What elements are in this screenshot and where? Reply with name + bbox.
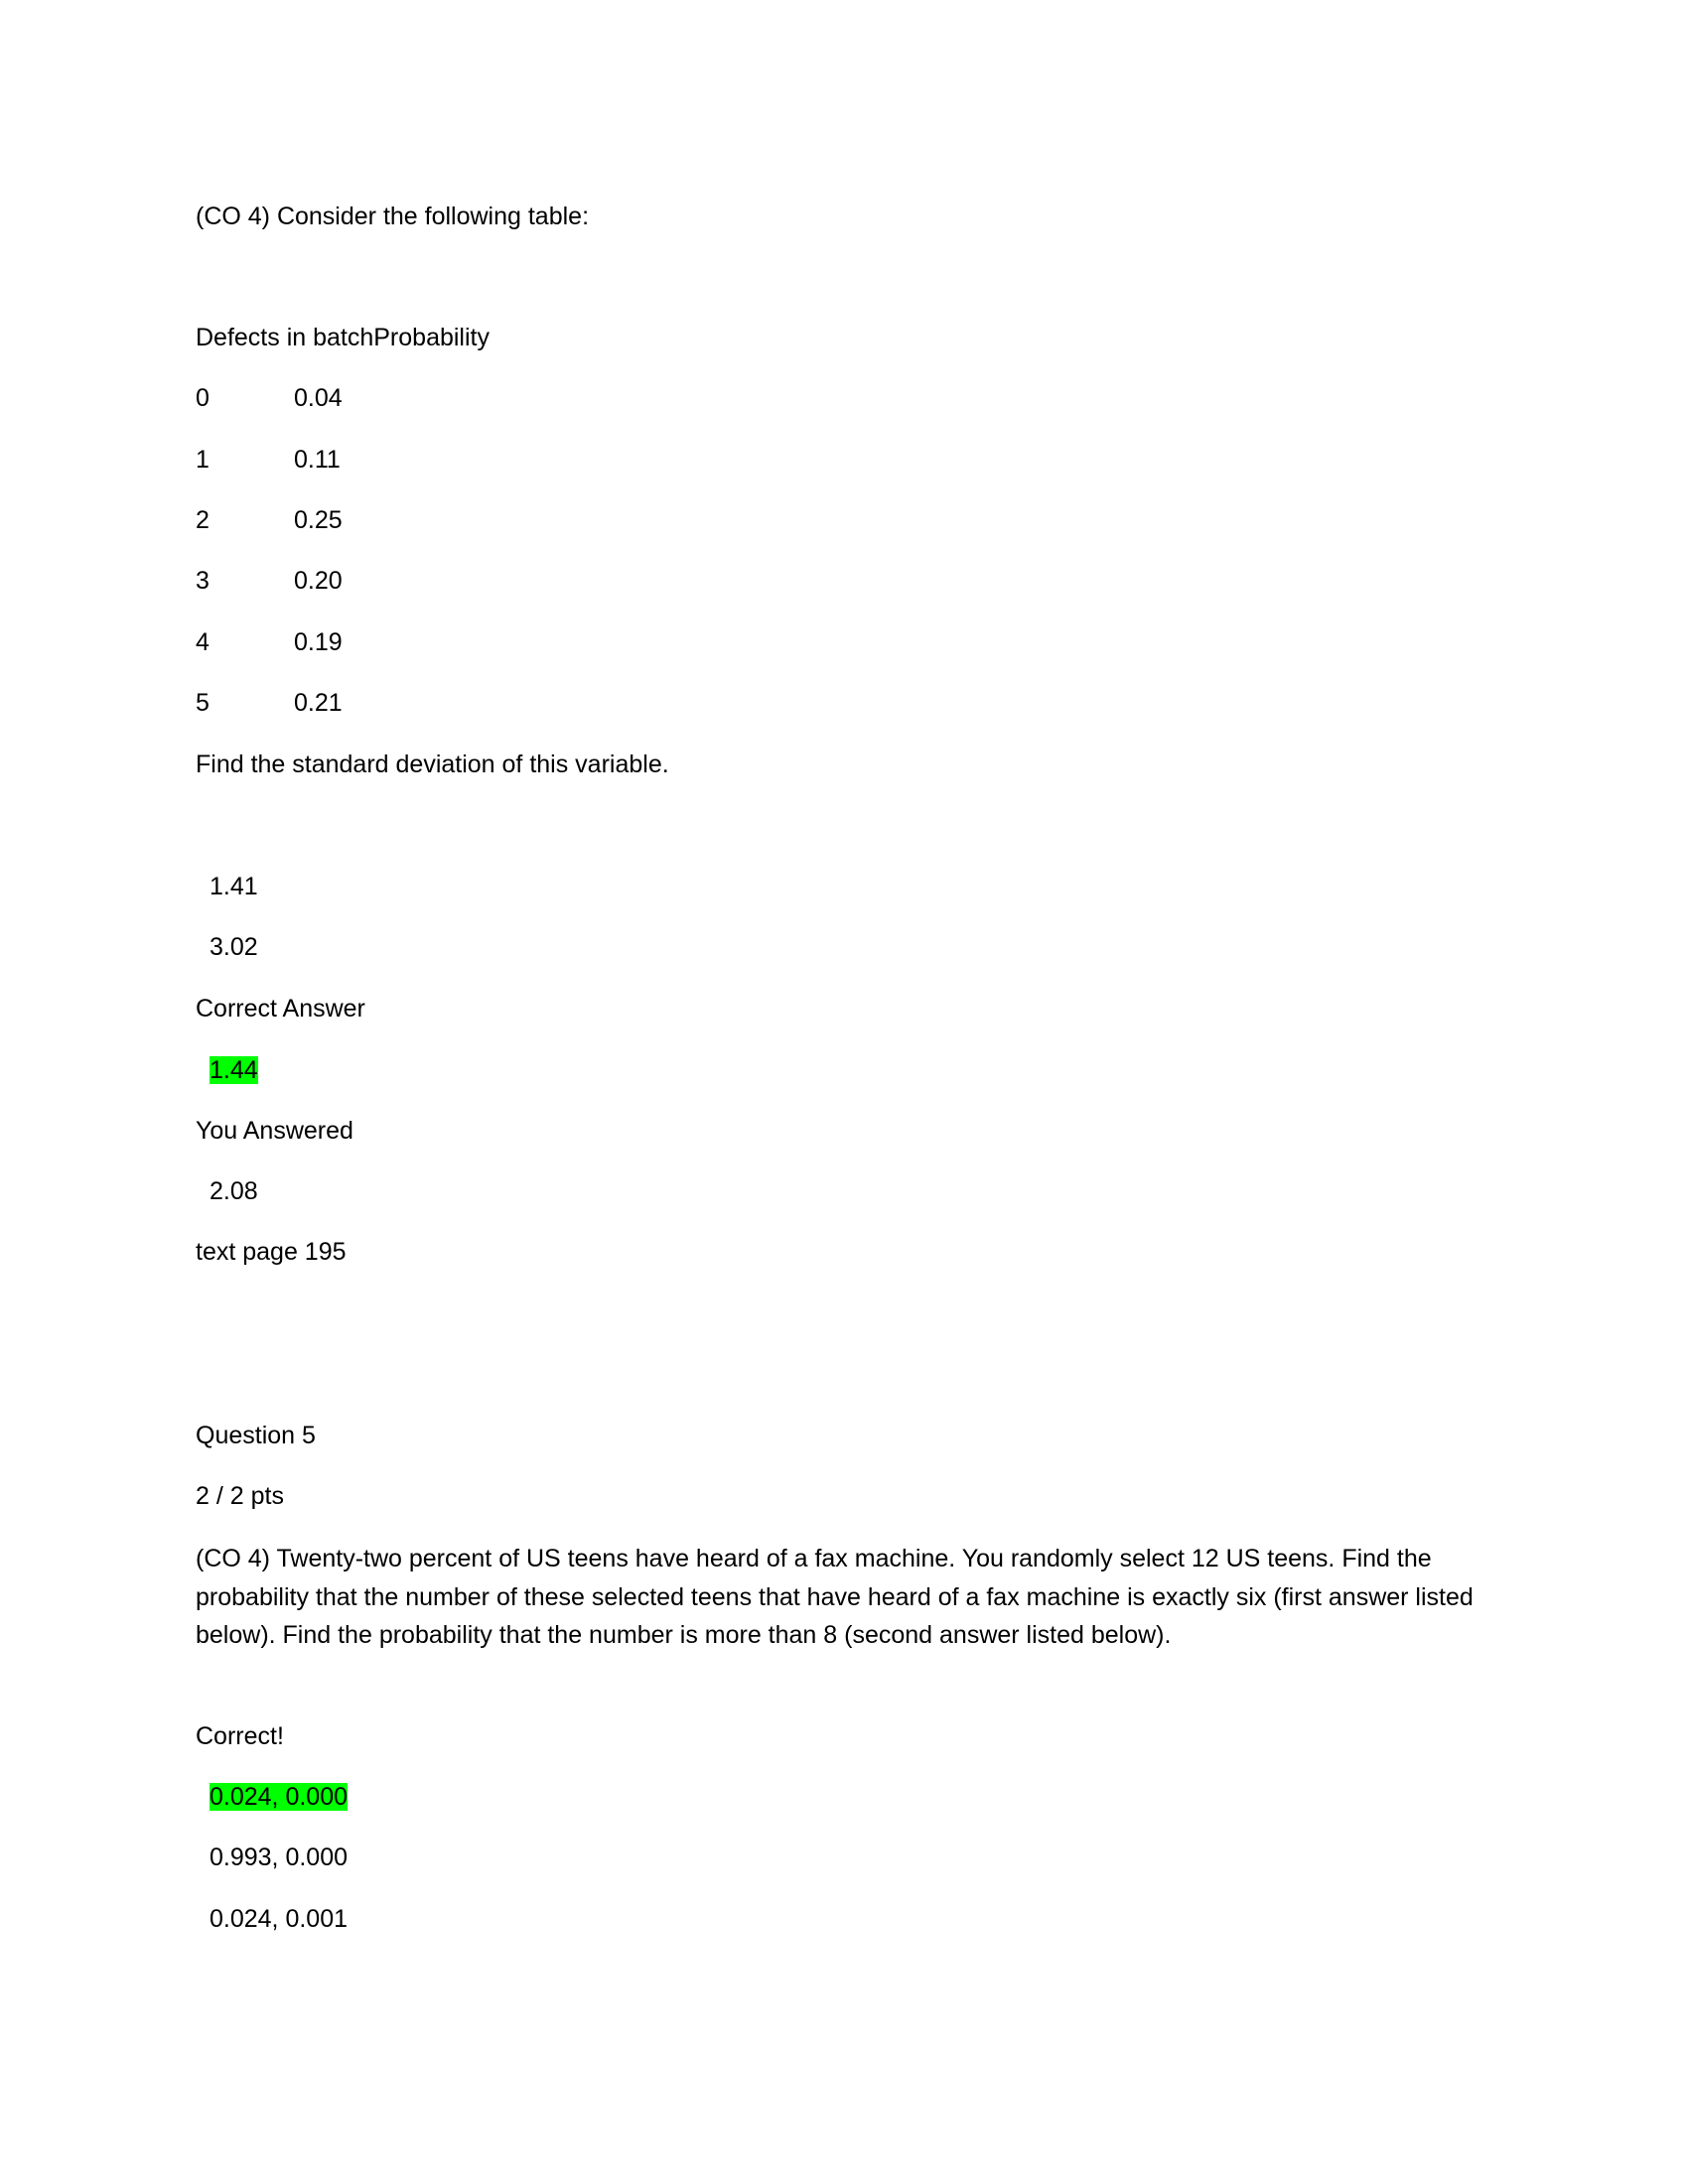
defects-cell: 4 [196, 628, 210, 656]
answer-option[interactable]: 0.024, 0.001 [210, 1905, 349, 1933]
table-row [196, 505, 343, 535]
q4-prompt: (CO 4) Consider the following table: [196, 203, 590, 230]
q4-question: Find the standard deviation of this variable. [196, 751, 669, 778]
table-row [196, 627, 343, 657]
question-points: 2 / 2 pts [196, 1482, 284, 1510]
table-header: Defects in batchProbability [196, 324, 490, 351]
probability-cell: 0.20 [294, 567, 343, 595]
answer-option[interactable]: 3.02 [210, 933, 258, 961]
you-answered-label: You Answered [196, 1117, 353, 1145]
table-row [196, 445, 341, 475]
defects-cell: 2 [196, 506, 210, 534]
probability-cell: 0.21 [294, 689, 343, 717]
probability-cell: 0.04 [294, 384, 343, 412]
correct-answer[interactable]: 0.024, 0.000 [210, 1783, 349, 1811]
defects-cell: 0 [196, 384, 210, 412]
correct-label: Correct! [196, 1722, 284, 1750]
defects-cell: 3 [196, 567, 210, 595]
probability-cell: 0.11 [294, 446, 341, 474]
answer-option[interactable]: 0.993, 0.000 [210, 1843, 349, 1871]
defects-cell: 1 [196, 446, 210, 474]
correct-answer-label: Correct Answer [196, 995, 365, 1023]
probability-cell: 0.19 [294, 628, 343, 656]
answer-option[interactable]: 1.41 [210, 873, 258, 900]
table-row [196, 688, 343, 718]
defects-cell: 5 [196, 689, 210, 717]
correct-answer: 1.44 [210, 1056, 258, 1084]
q5-prompt: (CO 4) Twenty-two percent of US teens have heard of a fax machine. You randomly select 12 US teens. Find the probability that the number of these selected teens that have heard of a fax machine is exactly six (first answer listed below). Find the probability that the number is more than 8 (second answer listed below). [196, 1545, 1474, 1650]
user-answer: 2.08 [210, 1177, 258, 1205]
question-title: Question 5 [196, 1422, 316, 1449]
table-row [196, 566, 343, 596]
table-row [196, 383, 343, 413]
reference-note: text page 195 [196, 1238, 347, 1266]
probability-cell: 0.25 [294, 506, 343, 534]
